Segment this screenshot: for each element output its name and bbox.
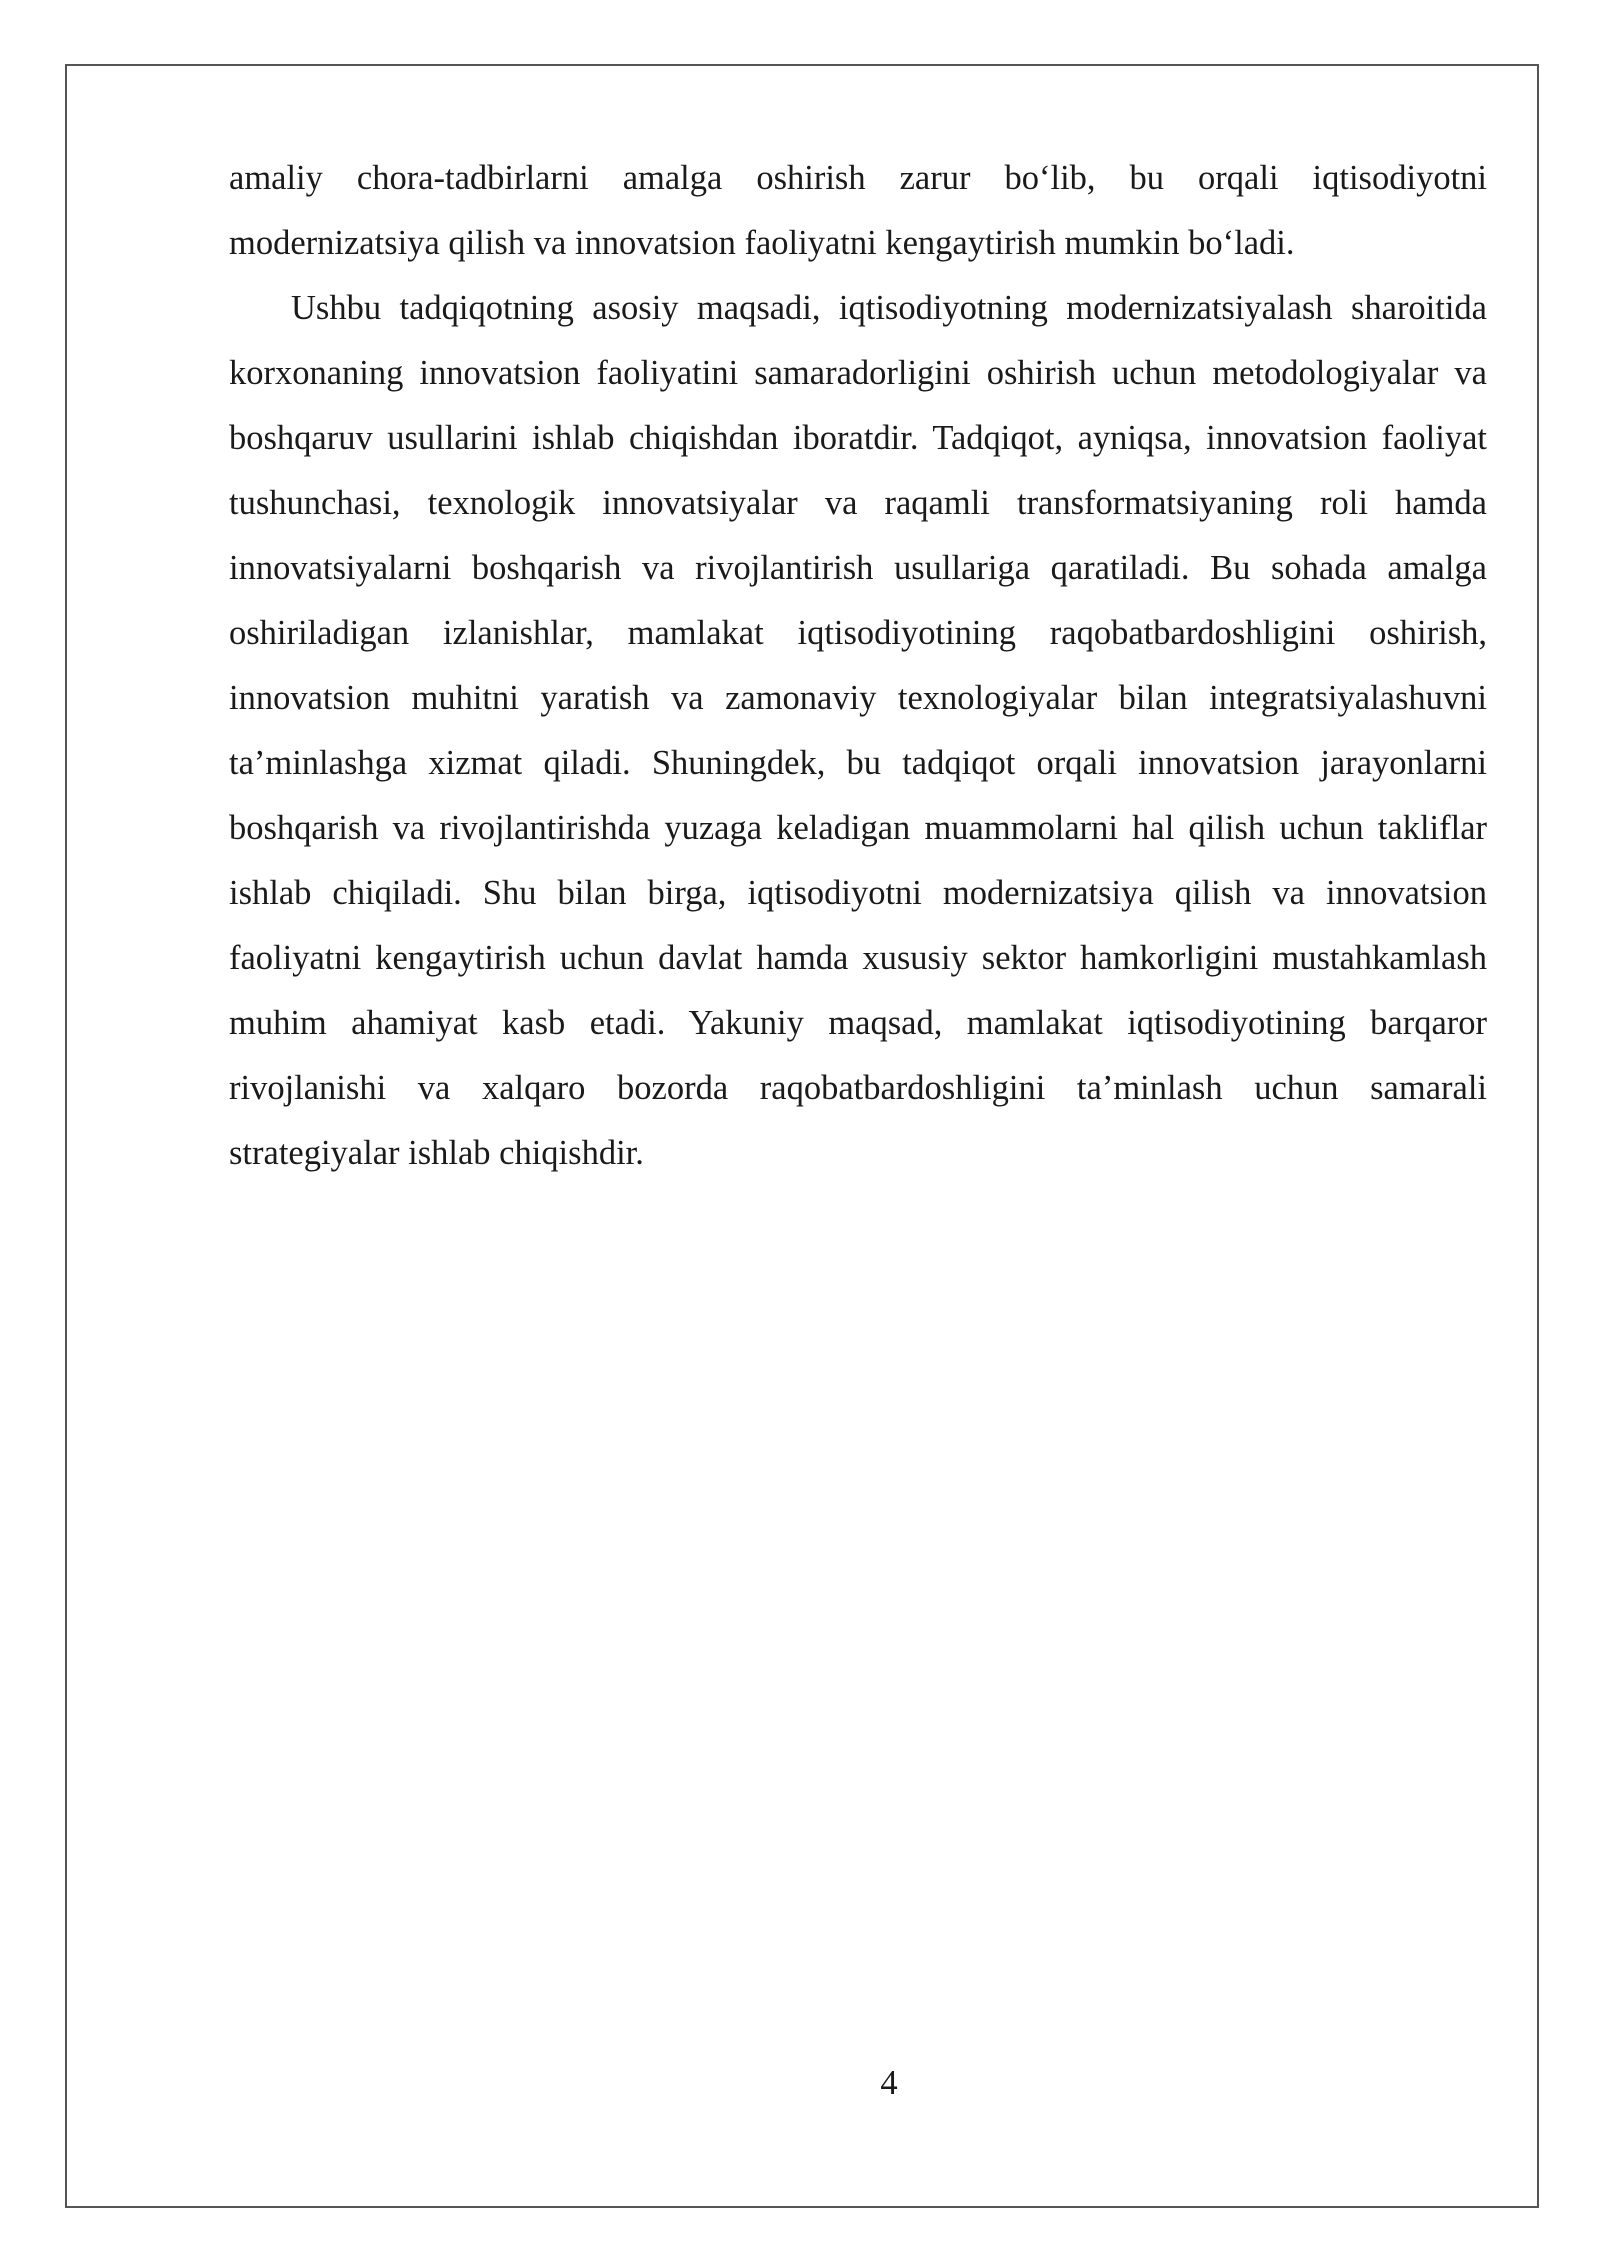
paragraph-research-goal: Ushbu tadqiqotning asosiy maqsadi, iqtisodiyotning modernizatsiyalash sharoitida korxonaning innovatsion faoliyatini samaradorligini oshirish uchun metodologiyalar va boshqaruv usullarini ishlab chiqishdan iboratdir. Tadqiqot, ayniqsa, innovatsion faoliyat tushunchasi, texnologik innovatsiyalar va raqamli transformatsiyaning roli hamda innovatsiyalarni boshqarish va rivojlantirish usullariga qaratiladi. Bu sohada amalga oshiriladigan izlanishlar, mamlakat iqtisodiyotining raqobatbardoshligini oshirish, innovatsion muhitni yaratish va zamonaviy texnologiyalar bilan integratsiyalashuvni ta’minlashga xizmat qiladi. Shuningdek, bu tadqiqot orqali innovatsion jarayonlarni boshqarish va rivojlantirishda yuzaga keladigan muammolarni hal qilish uchun takliflar ishlab chiqiladi. Shu bilan birga, iqtisodiyotni modernizatsiya qilish va innovatsion faoliyatni kengaytirish uchun davlat hamda xususiy sektor hamkorligini mustahkamlash muhim ahamiyat kasb etadi. Yakuniy maqsad, mamlakat iqtisodiyotining barqaror rivojlanishi va xalqaro bozorda raqobatbardoshligini ta’minlash uchun samarali strategiyalar ishlab chiqishdir. <box>229 289 1487 1172</box>
document-body <box>229 146 1487 1186</box>
page-number: 4 <box>880 2064 898 2102</box>
paragraph-continuation: amaliy chora-tadbirlarni amalga oshirish zarur bo‘lib, bu orqali iqtisodiyotni modernizatsiya qilish va innovatsion faoliyatni kengaytirish mumkin bo‘ladi. <box>229 159 1487 262</box>
